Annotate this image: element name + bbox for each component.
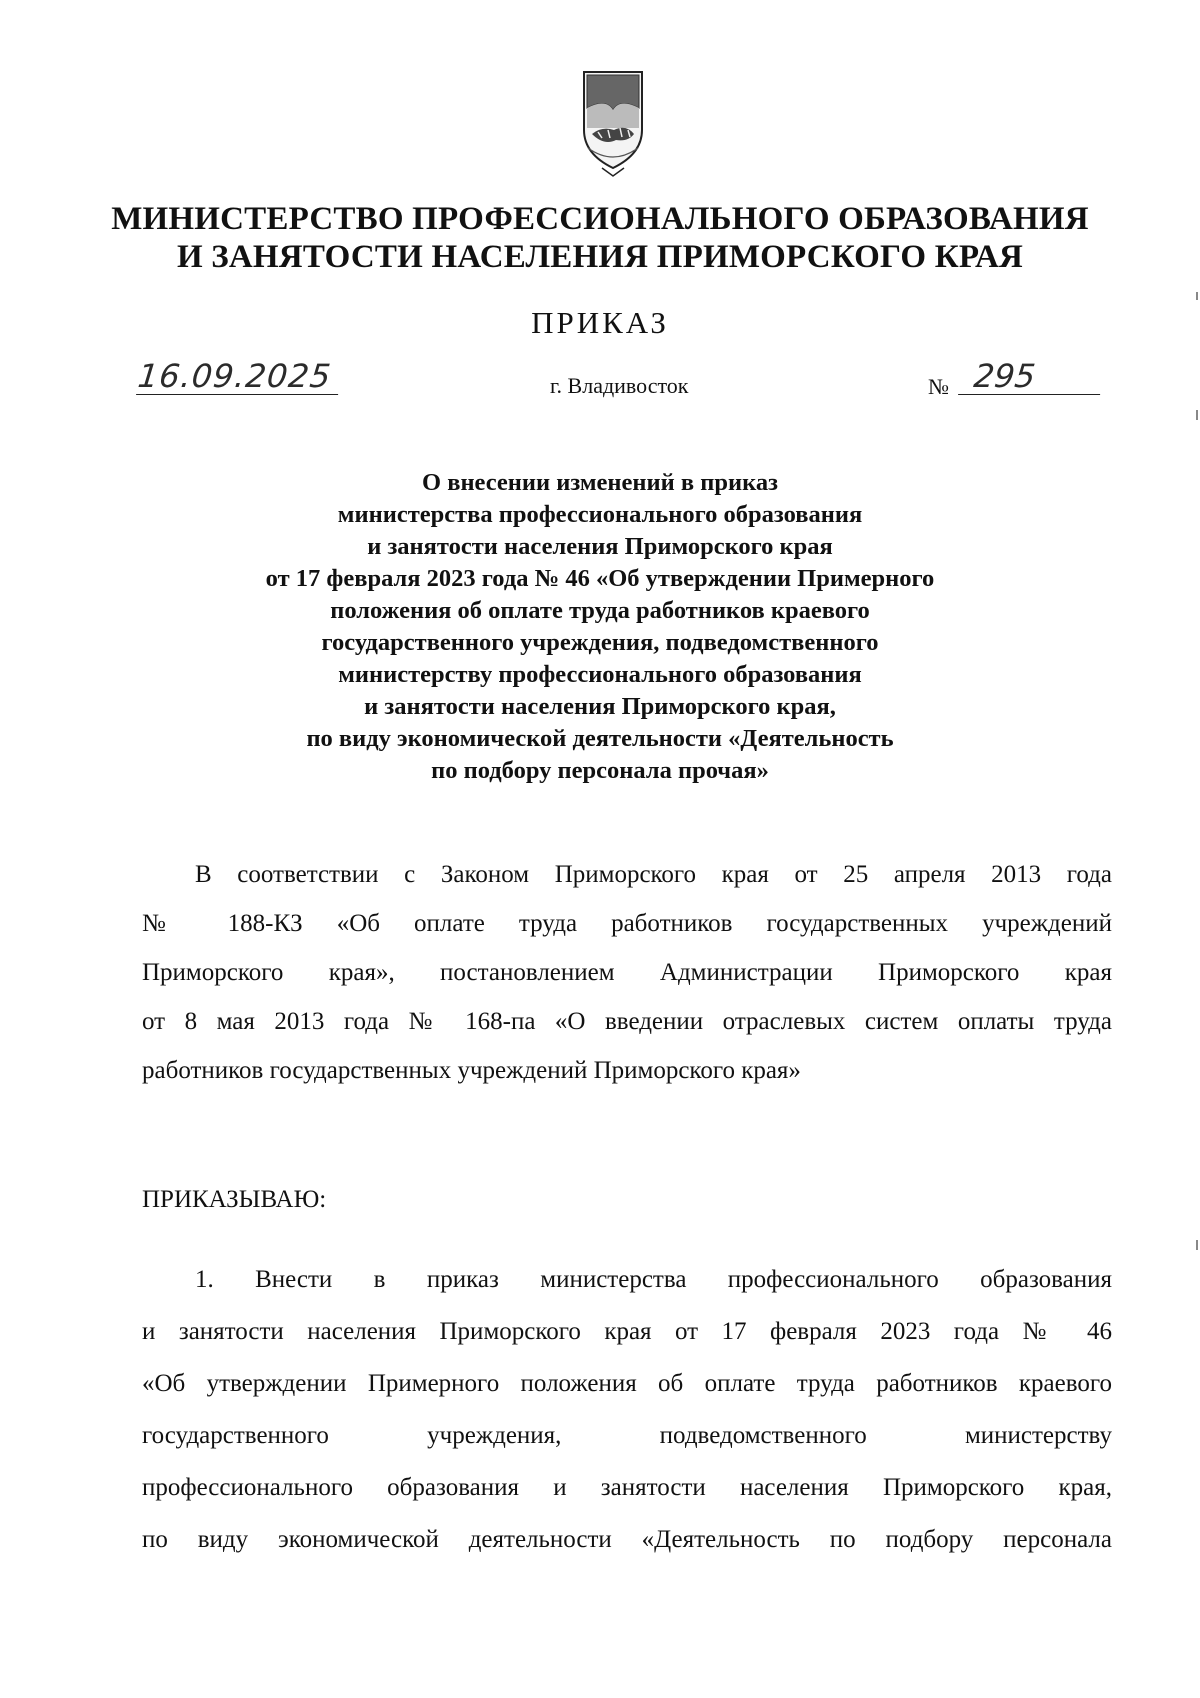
clause-1-line: 1. Внести в приказ министерства профессионального образования	[195, 1266, 1112, 1293]
subject-line: по подбору персонала прочая»	[431, 757, 769, 784]
clause-1-line: профессионального образования и занятости населения Приморского края,	[142, 1474, 1112, 1501]
clause-1-line: и занятости населения Приморского края от 17 февраля 2023 года № 46	[142, 1318, 1112, 1345]
preamble-line: В соответствии с Законом Приморского края от 25 апреля 2013 года	[195, 861, 1112, 888]
preamble-line: от 8 мая 2013 года № 168-па «О введении отраслевых систем оплаты труда	[142, 1008, 1112, 1035]
subject-line: положения об оплате труда работников краевого	[330, 597, 870, 624]
subject-line: по виду экономической деятельности «Деятельность	[306, 725, 894, 752]
scan-artifact	[1196, 292, 1198, 300]
scan-artifact	[1196, 1240, 1198, 1250]
clause-1-line: «Об утверждении Примерного положения об оплате труда работников краевого	[142, 1370, 1112, 1397]
subject-line: О внесении изменений в приказ	[422, 469, 778, 496]
clause-1-line: государственного учреждения, подведомственного министерству	[142, 1422, 1112, 1449]
ministry-name-line-1: МИНИСТЕРСТВО ПРОФЕССИОНАЛЬНОГО ОБРАЗОВАНИЯ	[111, 201, 1089, 237]
preamble-line: работников государственных учреждений Приморского края»	[142, 1057, 801, 1084]
clause-1-line: по виду экономической деятельности «Деятельность по подбору персонала	[142, 1526, 1112, 1553]
handwritten-date: 16.09.2025	[136, 358, 342, 395]
subject-line: и занятости населения Приморского края	[367, 533, 833, 560]
preamble-line: Приморского края», постановлением Администрации Приморского края	[142, 959, 1112, 986]
subject-line: министерству профессионального образования	[338, 661, 862, 688]
number-sign: №	[928, 374, 949, 399]
preamble-line: № 188-КЗ «Об оплате труда работников государственных учреждений	[142, 910, 1112, 937]
ministry-name-line-2: И ЗАНЯТОСТИ НАСЕЛЕНИЯ ПРИМОРСКОГО КРАЯ	[176, 239, 1024, 275]
handwritten-order-number: 295	[958, 358, 1104, 395]
document-type-title: ПРИКАЗ	[531, 305, 669, 340]
scan-artifact	[1196, 410, 1198, 420]
primorye-coat-of-arms-icon	[580, 68, 646, 178]
subject-line: от 17 февраля 2023 года № 46 «Об утверждении Примерного	[265, 565, 935, 592]
subject-line: и занятости населения Приморского края,	[364, 693, 836, 720]
subject-line: министерства профессионального образования	[337, 501, 863, 528]
order-word: ПРИКАЗЫВАЮ:	[142, 1186, 327, 1213]
city-label: г. Владивосток	[550, 373, 689, 398]
subject-line: государственного учреждения, подведомственного	[321, 629, 879, 656]
